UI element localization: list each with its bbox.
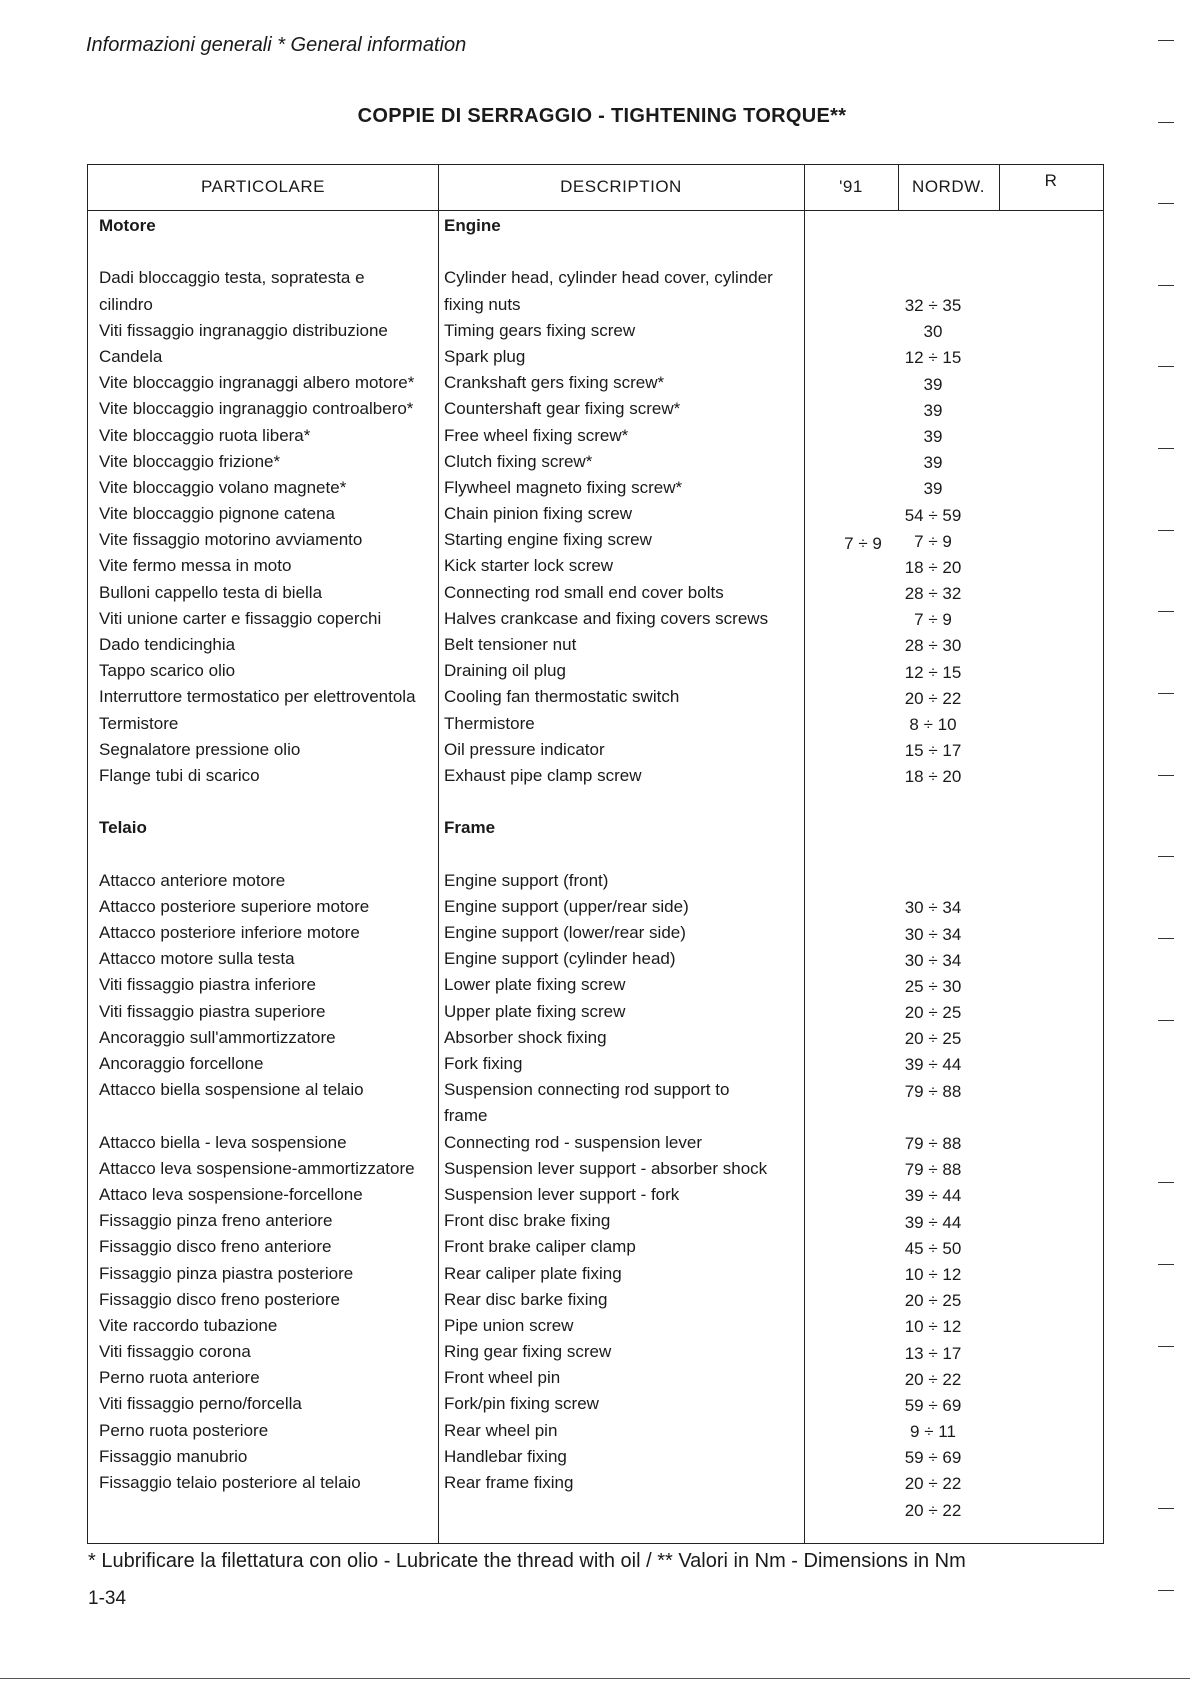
col-header-91: '91 xyxy=(839,177,863,196)
torque-value: 18 ÷ 20 xyxy=(904,557,962,577)
table-row-description: Free wheel fixing screw* xyxy=(444,425,629,445)
table-row-description: Fork/pin fixing screw xyxy=(444,1394,599,1414)
table-row-description: Oil pressure indicator xyxy=(444,739,605,759)
margin-mark xyxy=(1158,938,1174,939)
margin-mark xyxy=(1158,40,1174,41)
table-row-particolare: Viti fissaggio ingranaggio distribuzione xyxy=(99,320,388,340)
table-row-description: Halves crankcase and fixing covers screws xyxy=(444,608,769,628)
torque-value: 59 ÷ 69 xyxy=(904,1448,962,1468)
torque-value xyxy=(888,1105,978,1131)
year-91-value: 7 ÷ 9 xyxy=(844,534,882,553)
spacer xyxy=(888,817,978,843)
table-row-description: Fork fixing xyxy=(444,1054,523,1073)
table-row-particolare: Dado tendicinghia xyxy=(99,635,236,654)
spacer xyxy=(99,789,416,815)
section-heading-it: Motore xyxy=(99,216,156,235)
torque-value: 18 ÷ 20 xyxy=(904,767,962,787)
table-row-description: Rear disc barke fixing xyxy=(444,1289,608,1309)
margin-mark xyxy=(1158,1508,1174,1509)
table-row-particolare: Viti fissaggio piastra inferiore xyxy=(99,975,317,995)
header-rule xyxy=(88,210,1103,211)
table-row-particolare: Ancoraggio forcellone xyxy=(99,1054,264,1073)
page-title xyxy=(0,105,1190,128)
table-row-particolare: Fissaggio manubrio xyxy=(99,1446,248,1466)
torque-value: 8 ÷ 10 xyxy=(909,715,957,734)
table-row-description: Draining oil plug xyxy=(444,661,566,681)
torque-value: 54 ÷ 59 xyxy=(904,505,962,525)
table-row-particolare: Attacco leva sospensione-ammortizzatore xyxy=(99,1158,415,1178)
table-row-description: Belt tensioner nut xyxy=(444,635,577,654)
section-heading-en: Engine xyxy=(444,216,501,235)
margin-mark xyxy=(1158,366,1174,367)
torque-value: 20 ÷ 25 xyxy=(904,1291,962,1311)
table-row-particolare: Segnalatore pressione olio xyxy=(99,739,301,759)
spacer xyxy=(444,239,773,265)
table-row-description: Front brake caliper clamp xyxy=(444,1237,636,1257)
margin-mark xyxy=(1158,775,1174,776)
col-header-particolare: PARTICOLARE xyxy=(201,177,325,196)
torque-value: 39 xyxy=(923,374,943,394)
table-row-description: fixing nuts xyxy=(444,294,521,314)
table-row-description: Front disc brake fixing xyxy=(444,1211,611,1231)
table-row-particolare: Fissaggio disco freno anteriore xyxy=(99,1237,332,1257)
torque-value: 32 ÷ 35 xyxy=(904,296,962,315)
table-row-description: Front wheel pin xyxy=(444,1368,561,1388)
torque-value: 25 ÷ 30 xyxy=(904,976,962,996)
col-header-description: DESCRIPTION xyxy=(560,177,682,196)
torque-value: 20 ÷ 25 xyxy=(904,1029,962,1049)
torque-value: 20 ÷ 22 xyxy=(904,1474,962,1494)
table-row-description: Handlebar fixing xyxy=(444,1446,567,1466)
table-row-description: Pipe union screw xyxy=(444,1315,574,1335)
page-header: Informazioni generali * General information xyxy=(86,34,467,56)
table-row-particolare: Vite bloccaggio frizione* xyxy=(99,451,281,471)
table-row-description: Crankshaft gers fixing screw* xyxy=(444,373,665,393)
torque-value: 20 ÷ 25 xyxy=(904,1003,962,1023)
torque-value: 20 ÷ 22 xyxy=(904,688,962,708)
spacer xyxy=(99,842,416,868)
table-row-particolare: Fissaggio disco freno posteriore xyxy=(99,1289,340,1309)
table-row-description: Starting engine fixing screw xyxy=(444,530,652,550)
table-row-description: frame xyxy=(444,1106,488,1126)
table-row-description: Cooling fan thermostatic switch xyxy=(444,687,680,707)
margin-mark xyxy=(1158,856,1174,857)
torque-value: 7 ÷ 9 xyxy=(914,531,952,551)
torque-value: 20 ÷ 22 xyxy=(904,1500,962,1520)
table-row-particolare: Viti fissaggio perno/forcella xyxy=(99,1394,302,1414)
table-row-description: Suspension lever support - fork xyxy=(444,1184,680,1204)
footnote: * Lubrificare la filettatura con olio - Lubricate the thread with oil / ** Valori in Nm - Dimensions in Nm xyxy=(88,1550,966,1572)
table-row-particolare: Attacco motore sulla testa xyxy=(99,949,295,969)
torque-value: 28 ÷ 32 xyxy=(904,584,962,604)
torque-value: 79 ÷ 88 xyxy=(904,1134,962,1153)
table-row-particolare: Candela xyxy=(99,346,163,366)
table-row-description: Engine support (upper/rear side) xyxy=(444,896,689,916)
table-row-particolare: Tappo scarico olio xyxy=(99,661,236,681)
torque-value: 45 ÷ 50 xyxy=(904,1238,962,1258)
table-row-description: Cylinder head, cylinder head cover, cylinder xyxy=(444,268,773,288)
table-row-description: Rear caliper plate fixing xyxy=(444,1263,622,1283)
torque-value: 30 ÷ 34 xyxy=(904,924,962,944)
col-divider-2 xyxy=(804,165,805,1543)
table-row-particolare: Interruttore termostatico per elettroventola xyxy=(99,687,416,707)
table-row-description: Connecting rod - suspension lever xyxy=(444,1132,702,1152)
torque-value: 10 ÷ 12 xyxy=(904,1317,962,1337)
section-heading-en: Frame xyxy=(444,818,496,838)
spacer xyxy=(888,869,978,895)
section-heading-it: Telaio xyxy=(99,818,147,838)
spacer xyxy=(888,791,978,817)
table-row-description: Exhaust pipe clamp screw xyxy=(444,765,642,785)
table-row-description: Lower plate fixing screw xyxy=(444,975,626,995)
table-row-particolare: Attacco posteriore superiore motore xyxy=(99,896,370,916)
table-row-description: Suspension connecting rod support to xyxy=(444,1080,730,1100)
margin-mark xyxy=(1158,285,1174,286)
table-row-description: Engine support (lower/rear side) xyxy=(444,923,686,943)
description-column xyxy=(444,213,773,1496)
spacer xyxy=(99,239,416,265)
table-row-particolare: Termistore xyxy=(99,713,179,733)
margin-mark xyxy=(1158,530,1174,531)
torque-value: 28 ÷ 30 xyxy=(904,636,962,656)
margin-mark xyxy=(1158,203,1174,204)
table-row-particolare: Vite bloccaggio volano magnete* xyxy=(99,477,347,497)
margin-mark xyxy=(1158,1182,1174,1183)
table-row-particolare: Fissaggio pinza piastra posteriore xyxy=(99,1263,354,1283)
table-row-description: Ring gear fixing screw xyxy=(444,1342,612,1362)
table-row-description: Clutch fixing screw* xyxy=(444,451,593,471)
table-row-particolare: Attacco biella sospensione al telaio xyxy=(99,1080,364,1100)
table-row-description: Countershaft gear fixing screw* xyxy=(444,399,681,419)
margin-mark xyxy=(1158,122,1174,123)
torque-value: 59 ÷ 69 xyxy=(904,1395,962,1415)
table-row-particolare: Vite raccordo tubazione xyxy=(99,1315,278,1335)
table-row-particolare: Vite fissaggio motorino avviamento xyxy=(99,530,363,550)
margin-mark xyxy=(1158,1346,1174,1347)
table-row-particolare: Ancoraggio sull'ammortizzatore xyxy=(99,1027,336,1047)
table-row-description: Kick starter lock screw xyxy=(444,556,614,576)
torque-value: 39 xyxy=(923,479,943,499)
torque-value: 12 ÷ 15 xyxy=(904,662,962,682)
table-row-description: Thermistore xyxy=(444,713,535,733)
table-row-description: Rear wheel pin xyxy=(444,1420,558,1440)
margin-mark xyxy=(1158,611,1174,612)
table-row-particolare: Vite fermo messa in moto xyxy=(99,556,292,576)
spacer xyxy=(444,842,773,868)
margin-mark xyxy=(1158,1590,1174,1591)
torque-value: 30 ÷ 34 xyxy=(904,898,962,918)
torque-value: 12 ÷ 15 xyxy=(904,348,962,368)
table-row-particolare: Attacco anteriore motore xyxy=(99,870,286,890)
table-row-particolare: Dadi bloccaggio testa, sopratesta e xyxy=(99,268,365,288)
table-row-description: Timing gears fixing screw xyxy=(444,320,636,340)
col-header-r: R xyxy=(1044,171,1058,190)
torque-value: 13 ÷ 17 xyxy=(904,1343,962,1363)
table-row-particolare: Viti unione carter e fissaggio coperchi xyxy=(99,608,382,628)
torque-value: 39 ÷ 44 xyxy=(904,1212,962,1232)
table-row-particolare: cilindro xyxy=(99,294,153,314)
table-row-particolare: Attacco biella - leva sospensione xyxy=(99,1132,347,1152)
torque-value: 10 ÷ 12 xyxy=(904,1264,962,1284)
torque-table xyxy=(87,164,1104,1544)
torque-value: 39 ÷ 44 xyxy=(904,1055,962,1075)
torque-value: 7 ÷ 9 xyxy=(914,610,952,630)
table-row-particolare: Attaco leva sospensione-forcellone xyxy=(99,1184,363,1204)
torque-value: 39 xyxy=(923,453,943,473)
col-divider-1 xyxy=(438,165,439,1543)
table-row-particolare xyxy=(99,1103,416,1129)
table-row-particolare: Vite bloccaggio ruota libera* xyxy=(99,425,311,445)
table-row-particolare: Attacco posteriore inferiore motore xyxy=(99,923,360,943)
table-row-description: Rear frame fixing xyxy=(444,1473,574,1492)
torque-value: 39 xyxy=(923,400,943,420)
table-row-description: Absorber shock fixing xyxy=(444,1027,607,1047)
margin-mark xyxy=(1158,1264,1174,1265)
table-row-particolare: Vite bloccaggio pignone catena xyxy=(99,504,335,524)
torque-value: 30 xyxy=(923,322,943,342)
margin-mark xyxy=(1158,448,1174,449)
table-row-particolare: Vite bloccaggio ingranaggi albero motore* xyxy=(99,373,415,393)
col-header-nordw: NORDW. xyxy=(912,177,985,196)
nordw-values-column xyxy=(888,293,978,1524)
table-row-particolare: Viti fissaggio piastra superiore xyxy=(99,1001,326,1021)
table-row-particolare: Bulloni cappello testa di biella xyxy=(99,582,323,602)
spacer xyxy=(444,789,773,815)
page-bottom-rule xyxy=(0,1678,1190,1679)
torque-value: 9 ÷ 11 xyxy=(910,1422,956,1442)
torque-value: 20 ÷ 22 xyxy=(904,1369,962,1389)
table-row-particolare: Fissaggio pinza freno anteriore xyxy=(99,1211,333,1231)
table-row-description: Engine support (front) xyxy=(444,870,609,890)
table-row-particolare: Perno ruota posteriore xyxy=(99,1420,269,1440)
table-row-description: Spark plug xyxy=(444,346,526,366)
table-row-particolare: Flange tubi di scarico xyxy=(99,765,260,785)
torque-value: 39 ÷ 44 xyxy=(904,1186,962,1206)
table-row-description: Engine support (cylinder head) xyxy=(444,949,676,969)
table-row-description: Suspension lever support - absorber shock xyxy=(444,1158,768,1178)
margin-mark xyxy=(1158,1020,1174,1021)
torque-value: 79 ÷ 88 xyxy=(904,1081,962,1101)
table-row-description: Chain pinion fixing screw xyxy=(444,504,633,524)
torque-value: 30 ÷ 34 xyxy=(904,950,962,970)
table-row-particolare: Perno ruota anteriore xyxy=(99,1368,260,1388)
torque-value: 39 xyxy=(923,426,943,446)
table-row-particolare: Fissaggio telaio posteriore al telaio xyxy=(99,1473,361,1492)
particolare-column xyxy=(99,213,416,1496)
torque-value: 15 ÷ 17 xyxy=(904,741,962,761)
table-row-particolare: Vite bloccaggio ingranaggio controalbero* xyxy=(99,399,414,419)
torque-value: 79 ÷ 88 xyxy=(904,1160,962,1180)
margin-mark xyxy=(1158,693,1174,694)
table-row-description: Flywheel magneto fixing screw* xyxy=(444,477,683,497)
table-row-particolare: Viti fissaggio corona xyxy=(99,1342,251,1362)
spacer xyxy=(888,843,978,869)
page-title-text: COPPIE DI SERRAGGIO - TIGHTENING TORQUE** xyxy=(357,105,847,127)
page-number: 1-34 xyxy=(88,1588,127,1609)
table-row-description: Connecting rod small end cover bolts xyxy=(444,582,724,602)
table-row-description: Upper plate fixing screw xyxy=(444,1001,626,1021)
